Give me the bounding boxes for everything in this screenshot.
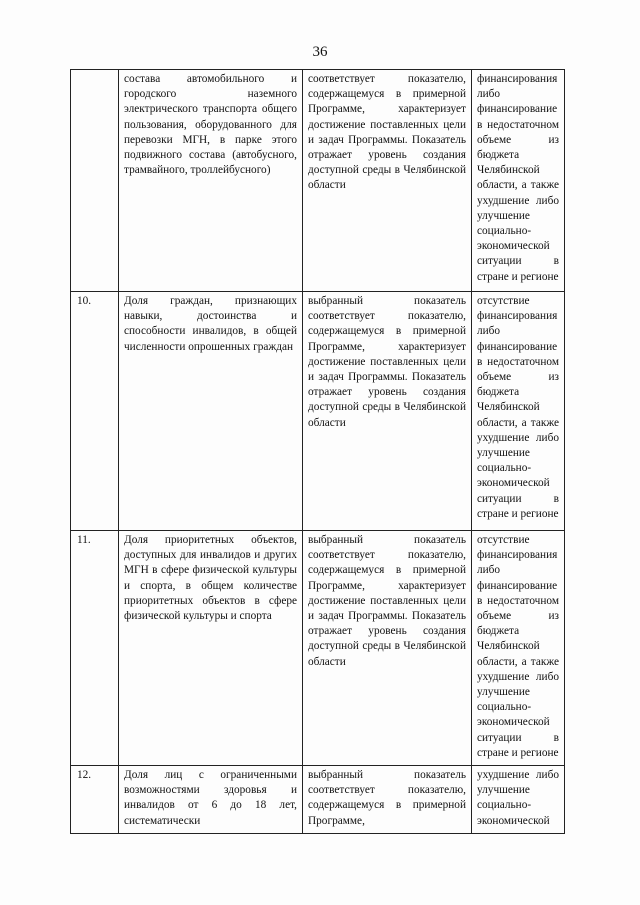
table-row [71, 766, 565, 834]
indicators-table [70, 69, 565, 834]
risks-cell [472, 531, 565, 766]
rationale-text: соответствует показателю, содержащемуся в примерной Программе, характеризует достижение поставленных цели и задач Программы. Показатель отражает уровень создания доступной среды в Челябинской области [308, 73, 466, 192]
rationale-cell [303, 531, 472, 766]
rationale-text: выбранный показатель соответствует показателю, содержащемуся в примерной Программе, [308, 769, 466, 827]
rationale-text: выбранный показатель соответствует показателю, содержащемуся в примерной Программе, характеризует достижение поставленных цели и задач Программы. Показатель отражает уровень создания доступной среды в Челябинской области [308, 295, 466, 429]
row-number: 10. [77, 295, 92, 307]
indicator-cell [119, 766, 303, 834]
risks-text: отсутствие финансирования либо финансирование в недостаточном объеме из бюджета Челябинской области, а также ухудшение либо улучшение социально-экономической ситуации в стране и регионе [477, 295, 559, 520]
table-row [71, 292, 565, 531]
row-number: 12. [77, 769, 92, 782]
row-number-cell [71, 766, 119, 834]
indicator-text: состава автомобильного и городского наземного электрического транспорта общего пользования, оборудованного для перевозки МГН, в парке этого подвижного состава (автобусного, трамвайного, троллейбусного) [124, 73, 297, 177]
row-number: 11. [77, 534, 91, 546]
risks-cell [472, 292, 565, 531]
row-number-cell [71, 292, 119, 531]
risks-text: отсутствие финансирования либо финансирование в недостаточном объеме из бюджета Челябинской области, а также ухудшение либо улучшение социально-экономической ситуации в стране и регионе [477, 534, 559, 759]
rationale-cell [303, 766, 472, 834]
table-row [71, 70, 565, 292]
risks-cell [472, 766, 565, 834]
risks-cell [472, 70, 565, 292]
indicator-text: Доля граждан, признающих навыки, достоинства и способности инвалидов, в общей численности опрошенных граждан [124, 295, 297, 353]
risks-text: финансирования либо финансирование в недостаточном объеме из бюджета Челябинской области, а также ухудшение либо улучшение социально-экономической ситуации в стране и регионе [477, 73, 559, 283]
table-row [71, 531, 565, 766]
rationale-text: выбранный показатель соответствует показателю, содержащемуся в примерной Программе, характеризует достижение поставленных цели и задач Программы. Показатель отражает уровень создания доступной среды в Челябинской области [308, 534, 466, 668]
indicator-cell [119, 292, 303, 531]
risks-text: ухудшение либо улучшение социально-экономической [477, 769, 559, 827]
row-number [76, 73, 77, 85]
row-number-cell [71, 70, 119, 292]
row-number-cell [71, 531, 119, 766]
indicator-cell [119, 70, 303, 292]
page-number: 36 [312, 44, 328, 60]
indicator-text: Доля приоритетных объектов, доступных для инвалидов и других МГН в сфере физической культуры и спорта, в общем количестве приоритетных объектов в сфере физической культуры и спорта [124, 534, 297, 623]
rationale-cell [303, 292, 472, 531]
indicator-text: Доля лиц с ограниченными возможностями здоровья и инвалидов от 6 до 18 лет, систематически [124, 769, 297, 827]
rationale-cell [303, 70, 472, 292]
indicator-cell [119, 531, 303, 766]
